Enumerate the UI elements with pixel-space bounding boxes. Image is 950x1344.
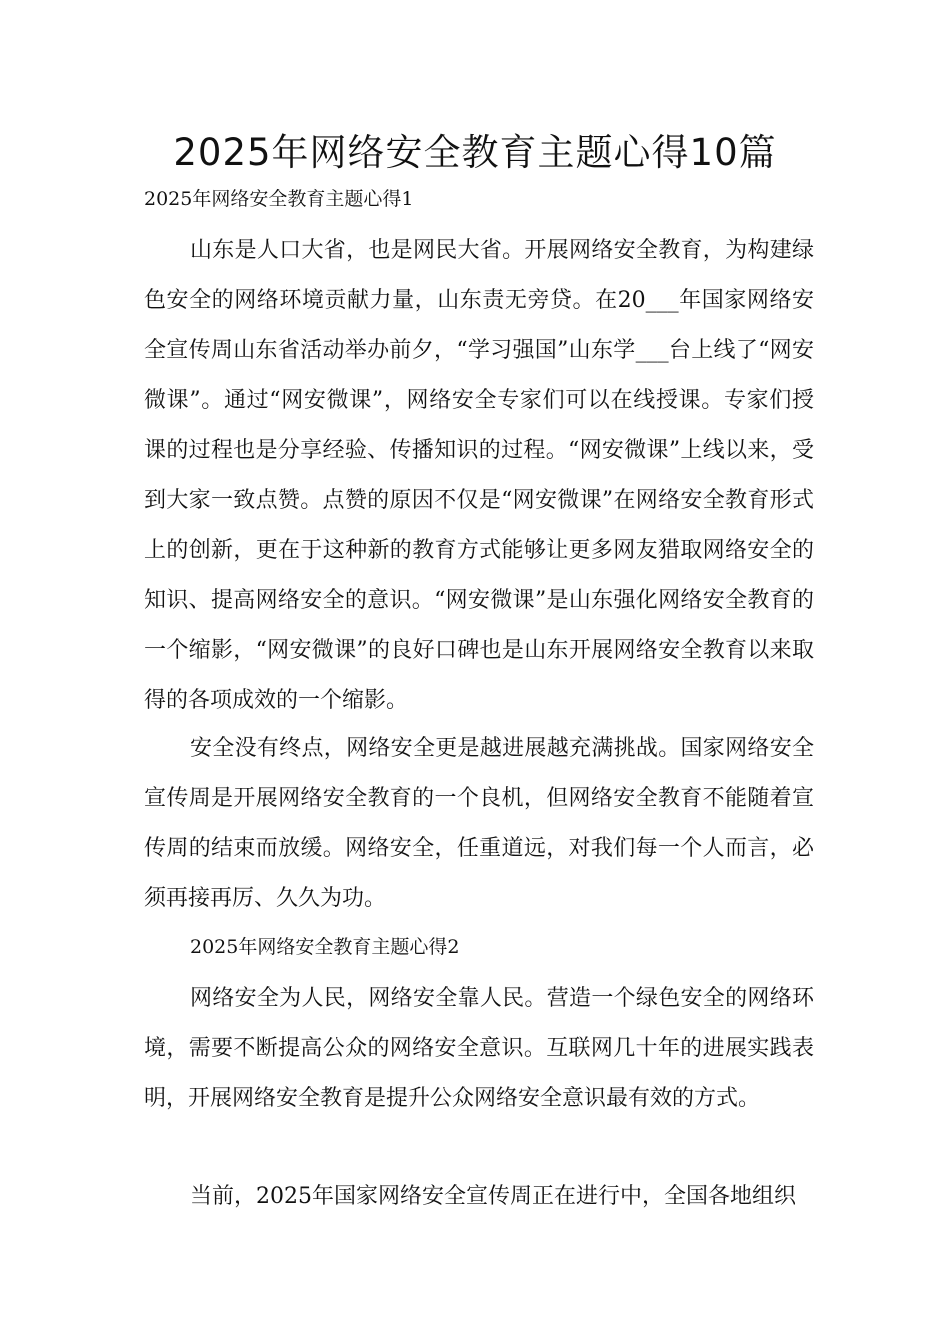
section-1-paragraph-1: 山东是人口大省，也是网民大省。开展网络安全教育，为构建绿色安全的网络环境贡献力量，山东责无旁贷。在20___年国家网络安全宣传周山东省活动举办前夕，“学习强国”山东学___台上线了“网安微课”。通过“网安微课”，网络安全专家们可以在线授课。专家们授课的过程也是分享经验、传播知识的过程。“网安微课”上线以来，受到大家一致点赞。点赞的原因不仅是“网安微课”在网络安全教育形式上的创新，更在于这种新的教育方式能够让更多网友猎取网络安全的知识、提高网络安全的意识。“网安微课”是山东强化网络安全教育的一个缩影，“网安微课”的良好口碑也是山东开展网络安全教育以来取得的各项成效的一个缩影。 (144, 238, 814, 713)
section-2-paragraph-1: 网络安全为人民，网络安全靠人民。营造一个绿色安全的网络环境，需要不断提高公众的网络安全意识。互联网几十年的进展实践表明，开展网络安全教育是提升公众网络安全意识最有效的方式。 (144, 986, 814, 1111)
section-2-paragraph-2: 当前，2025年国家网络安全宣传周正在进行中，全国各地组织 (190, 1184, 796, 1209)
section-2-heading: 2025年网络安全教育主题心得2 (190, 936, 460, 958)
section-1-paragraph-2: 安全没有终点，网络安全更是越进展越充满挑战。国家网络安全宣传周是开展网络安全教育的一个良机，但网络安全教育不能随着宣传周的结束而放缓。网络安全，任重道远，对我们每一个人而言，必须再接再厉、久久为功。 (144, 736, 814, 911)
section-1-heading: 2025年网络安全教育主题心得1 (144, 188, 414, 210)
document-title: 2025年网络安全教育主题心得10篇 (173, 131, 777, 174)
